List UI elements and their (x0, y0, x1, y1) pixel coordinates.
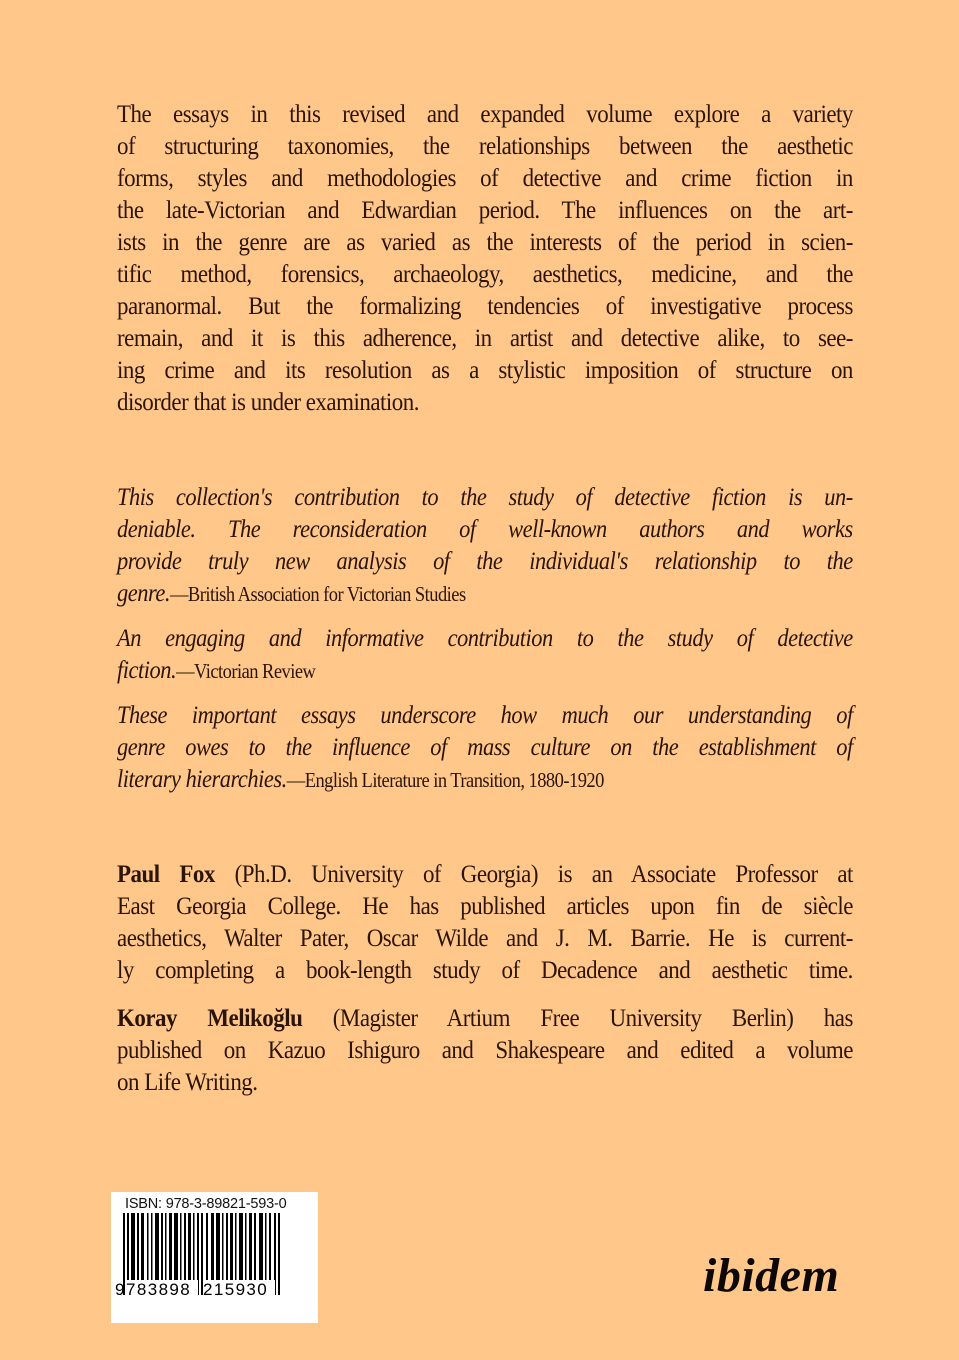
review-line: genre owes to the influence of mass culture on the establishment of (117, 732, 853, 761)
bio-text: (Ph.D. University of Georgia) is an Associate Professor at (214, 859, 853, 888)
ean-right-digits: 215930 (203, 1280, 275, 1300)
review-quote-elt (117, 699, 853, 795)
publisher-logo: ibidem (703, 1249, 840, 1302)
review-line: provide truly new analysis of the individual's relationship to the (117, 546, 853, 575)
bio-line: published on Kazuo Ishiguro and Shakespeare and edited a volume (117, 1035, 853, 1064)
review-line: This collection's contribution to the study of detective fiction is un- (117, 482, 853, 511)
ean-left-digits: 783898 (126, 1280, 198, 1300)
review-line: An engaging and informative contribution to the study of detective (117, 623, 853, 652)
blurb-line: paranormal. But the formalizing tendencies of investigative process (117, 291, 853, 320)
author-bio-paul-fox (117, 858, 853, 986)
isbn-barcode-box (111, 1192, 318, 1323)
blurb-line: remain, and it is this adherence, in artist and detective alike, to see- (117, 323, 853, 352)
bio-line (117, 858, 853, 890)
review-line: These important essays underscore how much our understanding of (117, 700, 853, 729)
bio-line (117, 1002, 853, 1034)
author-bio-koray-melikoglu (117, 1002, 853, 1098)
blurb-line: the late-Victorian and Edwardian period. The influences on the art- (117, 195, 853, 224)
isbn-label: ISBN: 978-3-89821-593-0 (125, 1196, 287, 1212)
review-quote-end: genre. (117, 578, 170, 607)
ean-first-digit: 9 (115, 1280, 125, 1299)
bio-line: on Life Writing. (117, 1067, 258, 1096)
review-quote-victorian-review (117, 622, 853, 686)
author-name: Paul Fox (117, 859, 215, 888)
bio-line: East Georgia College. He has published articles upon fin de siècle (117, 891, 853, 920)
review-line (117, 577, 853, 609)
bio-line: aesthetics, Walter Pater, Oscar Wilde and J. M. Barrie. He is current- (117, 923, 853, 952)
review-line (117, 763, 853, 795)
review-quote-end: fiction. (117, 655, 177, 684)
review-quote-end: literary hierarchies. (117, 764, 287, 793)
review-line (117, 654, 853, 686)
bio-line: ly completing a book-length study of Decadence and aesthetic time. (117, 955, 853, 984)
blurb-paragraph (117, 98, 853, 418)
author-name: Koray Melikoğlu (117, 1003, 303, 1032)
blurb-line: forms, styles and methodologies of detective and crime fiction in (117, 163, 853, 192)
review-line: deniable. The reconsideration of well-known authors and works (117, 514, 853, 543)
blurb-line: of structuring taxonomies, the relationships between the aesthetic (117, 131, 853, 160)
review-source: —English Literature in Transition, 1880-1920 (286, 768, 604, 792)
review-quote-bavs (117, 481, 853, 609)
blurb-line: ing crime and its resolution as a stylistic imposition of structure on (117, 355, 853, 384)
blurb-line: ists in the genre are as varied as the interests of the period in scien- (117, 227, 853, 256)
blurb-line: disorder that is under examination. (117, 387, 419, 416)
review-source: —Victorian Review (176, 659, 316, 683)
blurb-line: tific method, forensics, archaeology, aesthetics, medicine, and the (117, 259, 853, 288)
blurb-line: The essays in this revised and expanded volume explore a variety (117, 99, 853, 128)
review-source: —British Association for Victorian Studies (169, 582, 466, 606)
bio-text: (Magister Artium Free University Berlin) has (302, 1003, 853, 1032)
